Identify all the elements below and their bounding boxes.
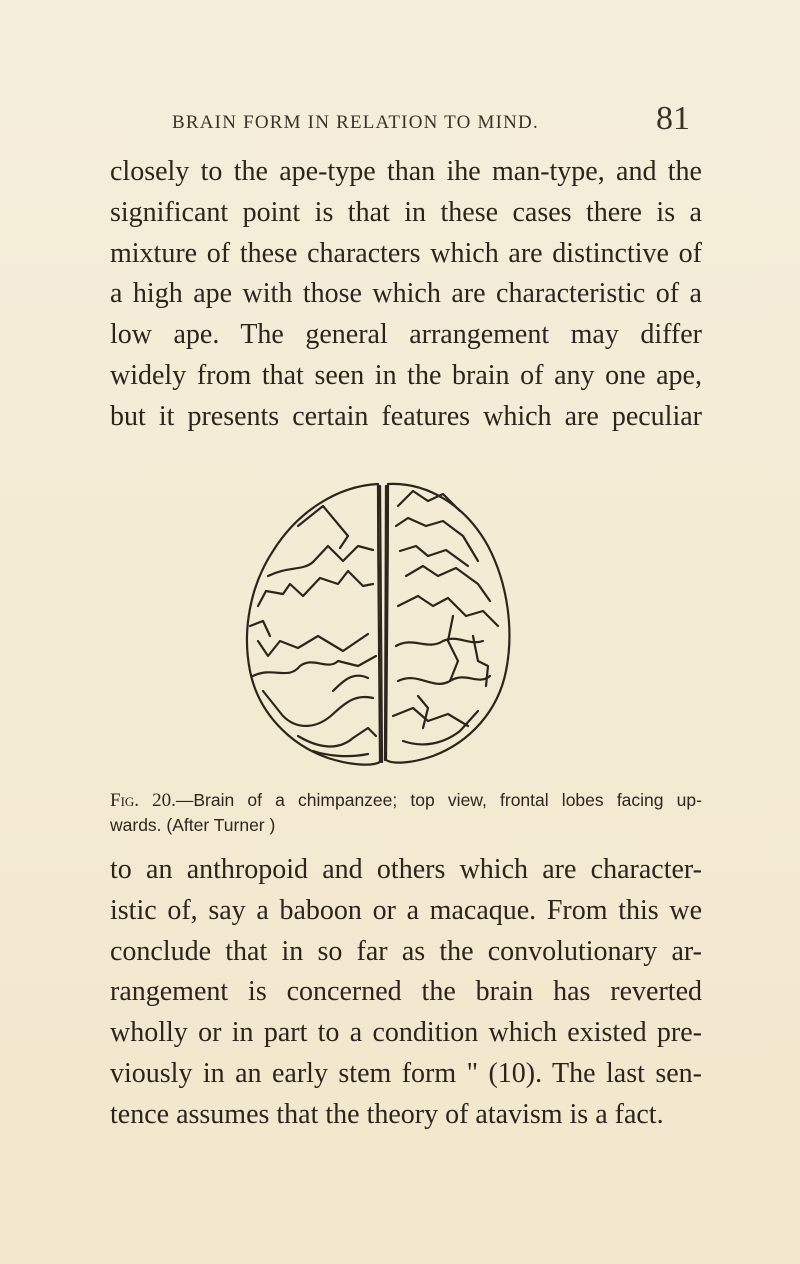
text-line: but it presents certain features which are peculiar <box>110 400 702 432</box>
text-line: widely from that seen in the brain of any one ape, <box>110 359 702 391</box>
paragraph-bottom <box>110 850 702 1136</box>
page-number: 81 <box>656 100 690 137</box>
text-line: istic of, say a baboon or a macaque. From this we <box>110 894 702 926</box>
paragraph-top <box>110 152 702 438</box>
text-line: mixture of these characters which are distinctive of <box>110 237 702 269</box>
caption-text: —Brain of a chimpanzee; top view, frontal lobes facing up- <box>175 790 702 810</box>
text-line: to an anthropoid and others which are character- <box>110 854 702 885</box>
text-line: closely to the ape-type than ihe man-type, and the <box>110 156 702 187</box>
chimpanzee-brain-illustration <box>228 466 548 776</box>
figure-label: Fig. 20. <box>110 790 176 811</box>
caption-line-1 <box>110 788 702 813</box>
caption-line-2: wards. (After Turner ) <box>110 815 276 835</box>
text-line: viously in an early stem form " (10). The last sen- <box>110 1057 702 1089</box>
text-line: conclude that in so far as the convolutionary ar- <box>110 935 702 967</box>
text-line: significant point is that in these cases there is a <box>110 196 702 228</box>
left-hemisphere-outline <box>247 484 380 765</box>
text-line: low ape. The general arrangement may differ <box>110 319 702 351</box>
text-line: rangement is concerned the brain has reverted <box>110 976 702 1008</box>
running-head: BRAIN FORM IN RELATION TO MIND. <box>172 112 539 133</box>
figure-caption <box>110 788 702 837</box>
text-line: a high ape with those which are characteristic of a <box>110 278 702 310</box>
text-line: tence assumes that the theory of atavism is a fact. <box>110 1098 664 1130</box>
text-line: wholly or in part to a condition which existed pre- <box>110 1017 702 1049</box>
